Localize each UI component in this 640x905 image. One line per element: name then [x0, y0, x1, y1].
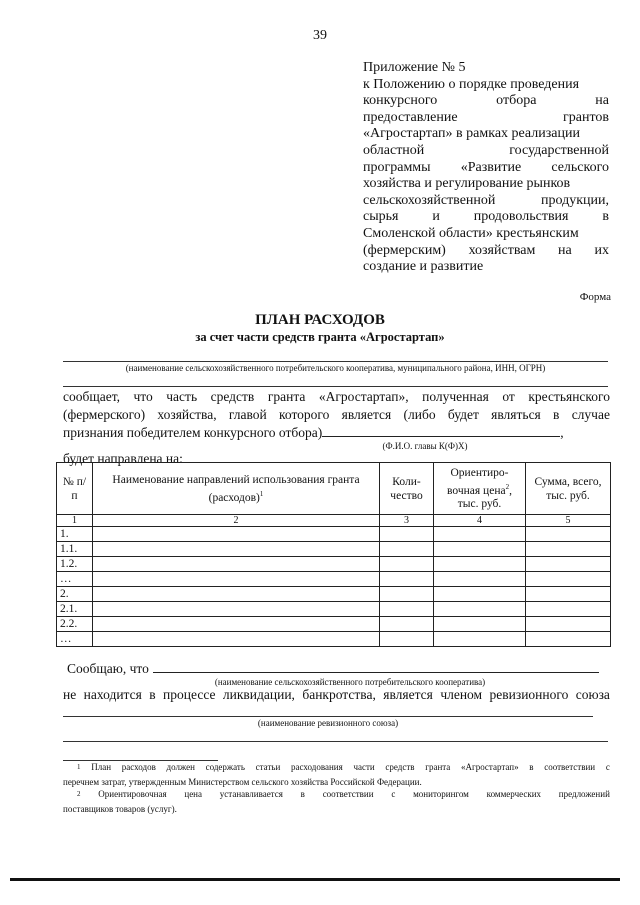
p2-word: не	[63, 687, 77, 702]
col-header-quantity: Коли-чество	[380, 463, 434, 515]
appendix-word: областной	[363, 142, 425, 158]
appendix-line	[363, 77, 609, 94]
fn2-word: коммерческих	[486, 789, 542, 799]
appendix-word: «Развитие	[460, 159, 522, 175]
table-cell[interactable]	[434, 572, 526, 587]
col-header-name: Наименование направлений использования гранта (расходов)$^1$	[93, 463, 380, 515]
table-cell[interactable]	[434, 602, 526, 617]
row-number-cell: 2.	[57, 587, 93, 602]
appendix-line	[363, 193, 609, 210]
paragraph-2-line-2	[63, 686, 610, 704]
appendix-word: к Положению о порядке проведения	[363, 76, 580, 92]
appendix-line	[363, 143, 609, 160]
p2-word: членом	[440, 687, 483, 702]
table-row	[57, 632, 611, 647]
form-label: Форма	[579, 291, 611, 303]
appendix-word: грантов	[563, 109, 609, 125]
table-cell[interactable]	[380, 572, 434, 587]
appendix-line	[363, 126, 609, 143]
appendix-word: на	[558, 242, 572, 258]
p1-word: крестьянского	[528, 389, 610, 404]
appendix-title: Приложение № 5	[363, 60, 466, 75]
p1-word: главой	[228, 407, 267, 422]
p2-word: в	[149, 687, 156, 702]
table-cell[interactable]	[526, 602, 611, 617]
coop-name-line-2[interactable]	[63, 386, 608, 387]
appendix-line	[363, 243, 609, 260]
fn2-word: в	[300, 789, 305, 799]
fn1-word: гранта	[425, 762, 451, 772]
appendix-line	[363, 226, 609, 243]
table-cell[interactable]	[380, 602, 434, 617]
paragraph-2-line-1: Сообщаю, что	[63, 660, 610, 678]
table-cell[interactable]	[380, 557, 434, 572]
fn1-word: расходов	[121, 762, 156, 772]
appendix-word: государственной	[509, 142, 609, 158]
paragraph-1-line-1	[63, 388, 610, 406]
footnote-2-line-2: поставщиков товаров (услуг).	[63, 804, 177, 814]
p2-word: является	[383, 687, 433, 702]
row-number-cell: 1.1.	[57, 542, 93, 557]
appendix-block	[363, 60, 609, 276]
p1-word: будет	[447, 407, 479, 422]
appendix-word: их	[594, 242, 609, 258]
table-cell[interactable]	[434, 587, 526, 602]
footnote-number: 2	[77, 790, 81, 798]
appendix-word: предоставление	[363, 109, 458, 125]
extra-line[interactable]	[63, 741, 608, 742]
col-header-total: Сумма, всего, тыс. руб.	[526, 463, 611, 515]
head-name-field[interactable]	[322, 424, 560, 437]
appendix-word: конкурсного	[363, 93, 438, 109]
appendix-line	[363, 259, 609, 276]
p2-word: ликвидации,	[222, 687, 295, 702]
fn2-word: мониторингом	[413, 789, 469, 799]
table-cell[interactable]	[380, 542, 434, 557]
table-row	[57, 527, 611, 542]
fn1-word: «Агростартап»	[461, 762, 519, 772]
coop-name-field[interactable]	[153, 660, 599, 673]
appendix-line	[363, 93, 609, 110]
table-cell[interactable]	[93, 542, 380, 557]
table-cell[interactable]	[434, 557, 526, 572]
fn1-word: части	[353, 762, 375, 772]
appendix-word: Смоленской области» крестьянским	[363, 225, 579, 241]
fn1-word: расходования	[291, 762, 343, 772]
footnotes	[63, 761, 610, 815]
coop-caption-2: (наименование сельскохозяйственного потребительского кооператива)	[214, 677, 486, 687]
coop-caption: (наименование сельскохозяйственного потребительского кооператива, муниципального района, ИНН, ОГРН)	[125, 363, 546, 373]
p1-word: случае	[571, 407, 610, 422]
table-row	[57, 572, 611, 587]
table-row	[57, 542, 611, 557]
table-cell[interactable]	[434, 527, 526, 542]
p2-word: ревизионного	[489, 687, 569, 702]
union-caption: (наименование ревизионного союза)	[257, 718, 399, 728]
appendix-word: отбора	[496, 93, 537, 109]
row-number-cell: 2.2.	[57, 617, 93, 632]
appendix-word: (фермерским)	[363, 242, 446, 258]
table-cell[interactable]	[526, 617, 611, 632]
appendix-word: программы	[363, 159, 431, 175]
expense-plan-table	[56, 462, 611, 647]
union-name-line[interactable]	[63, 716, 593, 717]
table-cell[interactable]	[93, 557, 380, 572]
p2-word: банкротства,	[302, 687, 376, 702]
p1-word: полученная	[422, 389, 489, 404]
row-number-cell: 1.	[57, 527, 93, 542]
col-header-number: № п/п	[57, 463, 93, 515]
p1-word: средств	[210, 389, 255, 404]
footnote-1-line-2: перечнем затрат, утвержденным Министерством сельского хозяйства Российской Федерации.	[63, 777, 422, 787]
document-subtitle: за счет части средств гранта «Агростартап»	[195, 330, 445, 344]
p1-word: являться	[491, 407, 541, 422]
appendix-line	[363, 110, 609, 127]
p1-word: хозяйства,	[157, 407, 217, 422]
footnote-number: 1	[77, 763, 81, 771]
p2-word: союза	[575, 687, 610, 702]
table-cell[interactable]	[380, 527, 434, 542]
paragraph-1-line-3: признания победителем конкурсного отбора) ,	[63, 425, 564, 440]
table-header-row	[57, 463, 611, 515]
coop-name-line[interactable]	[63, 361, 608, 362]
p1-word: сообщает,	[63, 389, 120, 404]
table-cell[interactable]	[380, 587, 434, 602]
table-cell[interactable]	[93, 602, 380, 617]
p1-word: в	[553, 407, 560, 422]
appendix-word: сельского	[551, 159, 609, 175]
appendix-text	[363, 77, 609, 276]
footnote-1-line-1	[63, 761, 610, 776]
fn1-word: в	[529, 762, 534, 772]
appendix-word: в	[602, 209, 609, 225]
fn2-word: соответствии	[322, 789, 374, 799]
p1-word: является	[341, 407, 392, 422]
fn1-word: План	[91, 762, 112, 772]
table-cell[interactable]	[93, 587, 380, 602]
appendix-word: «Агростартап» в рамках реализации	[363, 126, 580, 142]
fn2-word: с	[391, 789, 396, 799]
table-cell[interactable]	[93, 632, 380, 647]
p1-word: от	[502, 389, 515, 404]
fn1-word: соответствии	[544, 762, 596, 772]
p1-word: «Агростартап»,	[318, 389, 409, 404]
table-row	[57, 587, 611, 602]
row-number-cell: 2.1.	[57, 602, 93, 617]
appendix-word: хозяйствам	[468, 242, 536, 258]
p1-word: часть	[166, 389, 198, 404]
table-row	[57, 557, 611, 572]
fn1-word: статьи	[255, 762, 281, 772]
table-row	[57, 617, 611, 632]
appendix-word: хозяйства и регулирование рынков	[363, 176, 571, 192]
table-cell[interactable]	[93, 617, 380, 632]
table-cell[interactable]	[380, 632, 434, 647]
appendix-word: сельскохозяйственной	[363, 192, 496, 208]
table-cell[interactable]	[526, 632, 611, 647]
p1-word: которого	[279, 407, 330, 422]
p2-word: процессе	[163, 687, 216, 702]
table-cell[interactable]	[434, 542, 526, 557]
appendix-word: продукции,	[541, 192, 609, 208]
appendix-line	[363, 160, 609, 177]
table-cell[interactable]	[526, 557, 611, 572]
table-cell[interactable]	[526, 527, 611, 542]
bottom-rule	[10, 878, 620, 881]
table-cell[interactable]	[93, 572, 380, 587]
appendix-word: создание и развитие	[363, 259, 484, 275]
table-cell[interactable]	[526, 587, 611, 602]
table-cell[interactable]	[526, 572, 611, 587]
row-number-cell: …	[57, 572, 93, 587]
page-number: 39	[313, 28, 327, 43]
fn1-word: средств	[385, 762, 415, 772]
fn1-word: содержать	[205, 762, 245, 772]
appendix-line	[363, 176, 609, 193]
p1-word: гранта	[267, 389, 306, 404]
footnote-2-line-1	[63, 788, 610, 803]
table-cell[interactable]	[526, 542, 611, 557]
p2-word: находится	[83, 687, 142, 702]
table-cell[interactable]	[434, 632, 526, 647]
fn1-word: с	[605, 762, 610, 772]
table-row	[57, 602, 611, 617]
table-cell[interactable]	[380, 617, 434, 632]
document-title: ПЛАН РАСХОДОВ	[255, 312, 385, 328]
paragraph-1-line-2	[63, 406, 610, 424]
p1-word: что	[133, 389, 153, 404]
appendix-word: на	[595, 93, 609, 109]
appendix-word: и	[432, 209, 440, 225]
fn2-word: цена	[184, 789, 202, 799]
paragraph-1-line-4: будет направлена на:	[63, 451, 183, 466]
paragraph-1	[63, 388, 610, 442]
row-number-cell: 1.2.	[57, 557, 93, 572]
p1-word: (либо	[403, 407, 436, 422]
table-cell[interactable]	[93, 527, 380, 542]
fn1-word: должен	[166, 762, 195, 772]
fio-caption: (Ф.И.О. главы К(Ф)Х)	[382, 441, 468, 451]
appendix-word: сырья	[363, 209, 399, 225]
appendix-line	[363, 209, 609, 226]
col-header-price: Ориентиро-вочная цена$^2$, тыс. руб.	[434, 463, 526, 515]
fn2-word: предложений	[558, 789, 610, 799]
fn2-word: Ориентировочная	[98, 789, 167, 799]
table-cell[interactable]	[434, 617, 526, 632]
row-number-cell: …	[57, 632, 93, 647]
p1-word: (фермерского)	[63, 407, 146, 422]
appendix-word: продовольствия	[473, 209, 569, 225]
fn2-word: устанавливается	[219, 789, 283, 799]
table-column-numbers: 1 2 3 4 5	[57, 515, 611, 527]
